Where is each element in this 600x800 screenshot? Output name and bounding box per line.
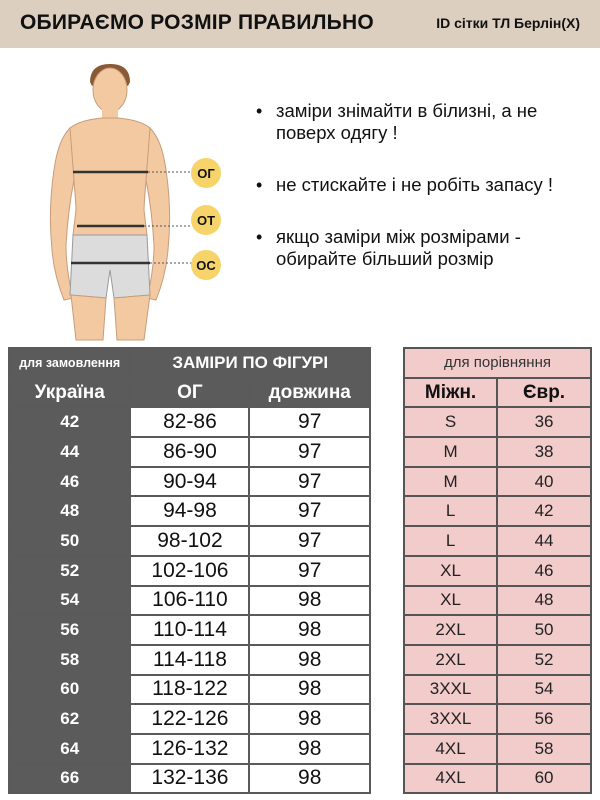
size-eu-cell: 60: [497, 764, 591, 794]
table-row: [404, 496, 591, 526]
size-intl-cell: M: [404, 467, 497, 497]
table-row: [404, 675, 591, 705]
size-chest-cell: 90-94: [130, 467, 249, 497]
page-title: ОБИРАЄМО РОЗМІР ПРАВИЛЬНО: [20, 11, 374, 34]
compare-table: [403, 347, 592, 794]
size-eu-cell: 38: [497, 437, 591, 467]
hip-label: ОС: [196, 258, 216, 273]
table-row: [404, 615, 591, 645]
size-intl-cell: 4XL: [404, 764, 497, 794]
col-header-eu: Євр.: [497, 378, 591, 408]
size-length-cell: 98: [249, 734, 370, 764]
size-eu-cell: 44: [497, 526, 591, 556]
table-row: [9, 615, 370, 645]
tip-item: • не стискайте і не робіть запасу !: [256, 174, 586, 196]
compare-table-header-row: [404, 348, 591, 378]
waist-label: ОТ: [196, 213, 216, 228]
size-table: [8, 347, 371, 794]
table-row: [404, 586, 591, 616]
size-ukraine-cell: 44: [9, 437, 130, 467]
table-row: [9, 407, 370, 437]
size-intl-cell: 2XL: [404, 645, 497, 675]
body-figure-illustration: [40, 60, 240, 350]
head-shape: [93, 68, 127, 112]
header-bar: [0, 0, 600, 48]
table-row: [9, 675, 370, 705]
left-leg-shape: [71, 295, 106, 340]
size-length-cell: 98: [249, 645, 370, 675]
table-row: [9, 467, 370, 497]
size-chest-cell: 126-132: [130, 734, 249, 764]
size-length-cell: 98: [249, 586, 370, 616]
table-row: [404, 526, 591, 556]
size-intl-cell: XL: [404, 586, 497, 616]
size-intl-cell: S: [404, 407, 497, 437]
size-length-cell: 97: [249, 407, 370, 437]
size-eu-cell: 56: [497, 704, 591, 734]
table-row: [404, 437, 591, 467]
size-chest-cell: 106-110: [130, 586, 249, 616]
size-ukraine-cell: 52: [9, 556, 130, 586]
size-eu-cell: 50: [497, 615, 591, 645]
size-ukraine-cell: 58: [9, 645, 130, 675]
table-row: [9, 496, 370, 526]
torso-shape: [68, 118, 152, 235]
size-length-cell: 98: [249, 704, 370, 734]
size-intl-cell: 3XXL: [404, 675, 497, 705]
col-header-intl: Міжн.: [404, 378, 497, 408]
right-leg-shape: [114, 295, 150, 340]
tip-item: • заміри знімайти в білизні, а не поверх одягу !: [256, 100, 586, 144]
size-ukraine-cell: 42: [9, 407, 130, 437]
size-eu-cell: 46: [497, 556, 591, 586]
size-length-cell: 98: [249, 615, 370, 645]
tip-item: • якщо заміри між розмірами - обирайте більший розмір: [256, 226, 586, 270]
col-header-chest: ОГ: [130, 378, 249, 408]
table-row: [404, 556, 591, 586]
table-row: [404, 407, 591, 437]
col-header-length: довжина: [249, 378, 370, 408]
size-length-cell: 97: [249, 437, 370, 467]
size-ukraine-cell: 60: [9, 675, 130, 705]
right-arm-shape: [146, 128, 170, 300]
size-length-cell: 97: [249, 467, 370, 497]
size-eu-cell: 52: [497, 645, 591, 675]
table-row: [9, 586, 370, 616]
size-length-cell: 98: [249, 675, 370, 705]
size-intl-cell: XL: [404, 556, 497, 586]
size-eu-cell: 42: [497, 496, 591, 526]
shorts-shape: [70, 235, 150, 298]
left-arm-shape: [50, 128, 74, 300]
table-row: [404, 704, 591, 734]
size-eu-cell: 40: [497, 467, 591, 497]
size-eu-cell: 36: [497, 407, 591, 437]
size-ukraine-cell: 64: [9, 734, 130, 764]
size-chest-cell: 114-118: [130, 645, 249, 675]
table-row: [404, 734, 591, 764]
size-chest-cell: 102-106: [130, 556, 249, 586]
col-header-ukraine: Україна: [9, 378, 130, 408]
size-length-cell: 97: [249, 556, 370, 586]
table-row: [9, 556, 370, 586]
size-ukraine-cell: 56: [9, 615, 130, 645]
size-table-column-row: [9, 378, 370, 408]
grid-id: ID сітки ТЛ Берлін(X): [436, 15, 580, 31]
size-ukraine-cell: 62: [9, 704, 130, 734]
size-table-header-row: [9, 348, 370, 378]
size-length-cell: 97: [249, 526, 370, 556]
chest-label: ОГ: [197, 166, 215, 181]
size-chest-cell: 118-122: [130, 675, 249, 705]
compare-header: для порівняння: [404, 348, 591, 378]
size-intl-cell: M: [404, 437, 497, 467]
size-ukraine-cell: 66: [9, 764, 130, 794]
size-eu-cell: 48: [497, 586, 591, 616]
table-row: [404, 467, 591, 497]
table-row: [9, 734, 370, 764]
table-row: [9, 437, 370, 467]
table-row: [404, 645, 591, 675]
size-length-cell: 97: [249, 496, 370, 526]
size-ukraine-cell: 48: [9, 496, 130, 526]
size-eu-cell: 58: [497, 734, 591, 764]
size-chest-cell: 122-126: [130, 704, 249, 734]
table-row: [9, 704, 370, 734]
size-intl-cell: 2XL: [404, 615, 497, 645]
tips-list: [256, 100, 586, 300]
table-row: [9, 645, 370, 675]
table-row: [404, 764, 591, 794]
size-chest-cell: 98-102: [130, 526, 249, 556]
size-ukraine-cell: 46: [9, 467, 130, 497]
size-ukraine-cell: 54: [9, 586, 130, 616]
size-chest-cell: 132-136: [130, 764, 249, 794]
size-chest-cell: 82-86: [130, 407, 249, 437]
table-row: [9, 526, 370, 556]
measure-header: ЗАМІРИ ПО ФІГУРІ: [130, 348, 370, 378]
size-chest-cell: 94-98: [130, 496, 249, 526]
compare-table-column-row: [404, 378, 591, 408]
size-intl-cell: 4XL: [404, 734, 497, 764]
order-header: для замовлення: [9, 348, 130, 378]
size-intl-cell: L: [404, 496, 497, 526]
size-chest-cell: 110-114: [130, 615, 249, 645]
size-chest-cell: 86-90: [130, 437, 249, 467]
size-ukraine-cell: 50: [9, 526, 130, 556]
size-intl-cell: 3XXL: [404, 704, 497, 734]
table-row: [9, 764, 370, 794]
size-eu-cell: 54: [497, 675, 591, 705]
size-length-cell: 98: [249, 764, 370, 794]
size-intl-cell: L: [404, 526, 497, 556]
